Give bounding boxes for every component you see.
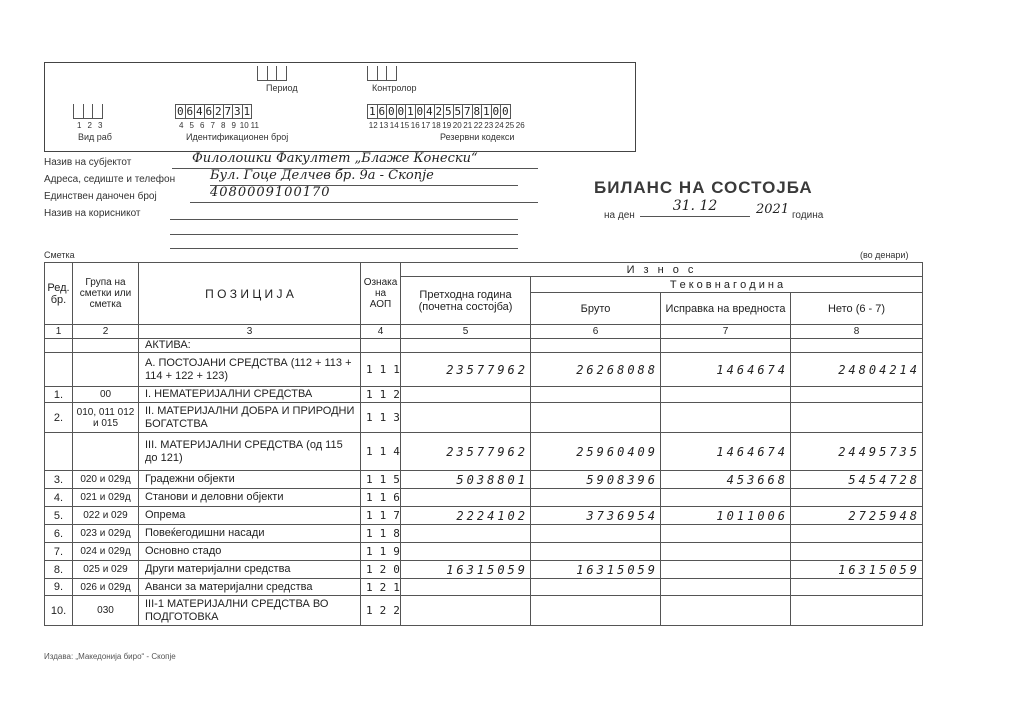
row-position: I. НЕМАТЕРИЈАЛНИ СРЕДСТВА xyxy=(139,387,361,403)
controller-label: Контролор xyxy=(372,83,417,93)
row-previous-year-amount[interactable] xyxy=(401,525,531,543)
row-gross-amount[interactable]: 26268088 xyxy=(531,353,661,387)
reserve-label: Резервни кодекси xyxy=(440,132,515,142)
row-number: 2. xyxy=(45,403,73,433)
table-row xyxy=(45,353,923,387)
table-row xyxy=(45,471,923,489)
date-suffix: година xyxy=(792,210,824,221)
row-position: А. ПОСТОЈАНИ СРЕДСТВА (112 + 113 + 114 + 122 + 123) xyxy=(139,353,361,387)
publisher-footer: Издава: „Македонија биро“ - Скопје xyxy=(44,652,176,661)
row-account-group: 020 и 029д xyxy=(73,471,139,489)
currency-note: (во денари) xyxy=(860,250,909,260)
row-position: Други материјални средства xyxy=(139,561,361,579)
row-gross-amount[interactable] xyxy=(531,489,661,507)
row-position: Градежни објекти xyxy=(139,471,361,489)
entity-user-label: Назив на корисникот xyxy=(44,208,141,219)
row-adjustment-amount[interactable]: 1011006 xyxy=(661,507,791,525)
row-previous-year-amount[interactable]: 2224102 xyxy=(401,507,531,525)
row-adjustment-amount[interactable] xyxy=(661,579,791,596)
table-row xyxy=(45,507,923,525)
row-number: 5. xyxy=(45,507,73,525)
row-number: 6. xyxy=(45,525,73,543)
row-adjustment-amount[interactable] xyxy=(661,596,791,626)
table-row xyxy=(45,561,923,579)
header-box xyxy=(44,62,636,152)
row-net-amount[interactable] xyxy=(791,525,923,543)
table-row xyxy=(45,387,923,403)
row-account-group: 021 и 029д xyxy=(73,489,139,507)
column-number-row: 1 2 3 4 5 6 7 8 xyxy=(45,325,923,339)
table-row xyxy=(45,543,923,561)
id-cells[interactable]: 0 6 4 6 2 7 3 1 xyxy=(176,105,251,118)
row-account-group: 025 и 029 xyxy=(73,561,139,579)
table-row xyxy=(45,403,923,433)
date-prefix: на ден xyxy=(604,210,635,221)
row-account-group xyxy=(73,433,139,471)
id-label: Идентификационен број xyxy=(186,132,289,142)
table-row xyxy=(45,525,923,543)
row-gross-amount[interactable] xyxy=(531,339,661,353)
row-aop: 111 xyxy=(361,353,401,387)
row-number: 4. xyxy=(45,489,73,507)
row-gross-amount[interactable] xyxy=(531,387,661,403)
row-gross-amount[interactable] xyxy=(531,403,661,433)
id-numbers: 4 5 6 7 8 9 10 11 xyxy=(179,121,259,130)
row-net-amount[interactable] xyxy=(791,403,923,433)
row-aop: 119 xyxy=(361,543,401,561)
reserve-numbers: 12 13 14 15 16 17 18 19 20 21 22 23 24 25 26 xyxy=(368,121,525,130)
row-account-group: 026 и 029д xyxy=(73,579,139,596)
row-number xyxy=(45,353,73,387)
row-net-amount[interactable]: 2725948 xyxy=(791,507,923,525)
document-title: БИЛАНС НА СОСТОЈБА xyxy=(594,178,813,197)
row-gross-amount[interactable] xyxy=(531,579,661,596)
entity-user-field-line3[interactable] xyxy=(170,236,518,249)
header-account-group: Група на сметки или сметка xyxy=(73,263,139,325)
row-adjustment-amount[interactable] xyxy=(661,543,791,561)
row-position: Основно стадо xyxy=(139,543,361,561)
row-number: 7. xyxy=(45,543,73,561)
header-adjustment: Исправка на вредноста xyxy=(661,293,791,325)
row-gross-amount[interactable] xyxy=(531,525,661,543)
row-previous-year-amount[interactable] xyxy=(401,403,531,433)
row-position: III. МАТЕРИЈАЛНИ СРЕДСТВА (од 115 до 121) xyxy=(139,433,361,471)
row-adjustment-amount[interactable] xyxy=(661,489,791,507)
row-previous-year-amount[interactable] xyxy=(401,339,531,353)
row-gross-amount[interactable]: 16315059 xyxy=(531,561,661,579)
table-row xyxy=(45,339,923,353)
row-adjustment-amount[interactable] xyxy=(661,339,791,353)
row-aop: 114 xyxy=(361,433,401,471)
row-aop: 117 xyxy=(361,507,401,525)
header-amount: И з н о с xyxy=(401,263,923,277)
row-net-amount[interactable]: 24804214 xyxy=(791,353,923,387)
row-position: АКТИВА: xyxy=(139,339,361,353)
row-account-group xyxy=(73,339,139,353)
row-net-amount[interactable] xyxy=(791,339,923,353)
row-net-amount[interactable] xyxy=(791,489,923,507)
row-previous-year-amount[interactable] xyxy=(401,543,531,561)
row-aop: 121 xyxy=(361,579,401,596)
row-aop: 113 xyxy=(361,403,401,433)
row-previous-year-amount[interactable] xyxy=(401,387,531,403)
header-gross: Бруто xyxy=(531,293,661,325)
row-position: III-1 МАТЕРИЈАЛНИ СРЕДСТВА ВО ПОДГОТОВКА xyxy=(139,596,361,626)
row-previous-year-amount[interactable] xyxy=(401,596,531,626)
table-row xyxy=(45,489,923,507)
table-row xyxy=(45,579,923,596)
row-aop: 115 xyxy=(361,471,401,489)
entity-user-field[interactable] xyxy=(170,202,518,220)
period-cells[interactable] xyxy=(258,66,287,81)
table-row xyxy=(45,433,923,471)
row-adjustment-amount[interactable] xyxy=(661,403,791,433)
row-account-group: 010, 011 012 и 015 xyxy=(73,403,139,433)
row-account-group xyxy=(73,353,139,387)
row-previous-year-amount[interactable]: 23577962 xyxy=(401,433,531,471)
row-net-amount[interactable]: 24495735 xyxy=(791,433,923,471)
header-previous-year: Претходна година (почетна состојба) xyxy=(401,277,531,325)
row-previous-year-amount[interactable]: 5038801 xyxy=(401,471,531,489)
row-aop: 116 xyxy=(361,489,401,507)
type-numbers: 1 2 3 xyxy=(77,121,103,130)
row-number xyxy=(45,433,73,471)
row-adjustment-amount[interactable]: 1464674 xyxy=(661,433,791,471)
controller-cells[interactable] xyxy=(368,66,397,81)
row-gross-amount[interactable]: 5908396 xyxy=(531,471,661,489)
row-previous-year-amount[interactable]: 16315059 xyxy=(401,561,531,579)
row-number xyxy=(45,339,73,353)
type-cells[interactable] xyxy=(74,104,103,119)
row-number: 9. xyxy=(45,579,73,596)
row-aop: 120 xyxy=(361,561,401,579)
entity-tax-field[interactable]: 4080009100170 xyxy=(190,185,538,203)
row-number: 1. xyxy=(45,387,73,403)
row-aop: 112 xyxy=(361,387,401,403)
row-gross-amount[interactable] xyxy=(531,596,661,626)
row-net-amount[interactable] xyxy=(791,596,923,626)
reserve-cells[interactable]: 1 6 0 0 1 0 4 2 5 5 7 8 1 0 0 xyxy=(368,105,509,118)
row-adjustment-amount[interactable] xyxy=(661,387,791,403)
row-account-group: 022 и 029 xyxy=(73,507,139,525)
row-position: Опрема xyxy=(139,507,361,525)
header-aop: Ознака на АОП xyxy=(361,263,401,325)
header-net: Нето (6 - 7) xyxy=(791,293,923,325)
row-adjustment-amount[interactable]: 1464674 xyxy=(661,353,791,387)
row-previous-year-amount[interactable]: 23577962 xyxy=(401,353,531,387)
row-net-amount[interactable]: 16315059 xyxy=(791,561,923,579)
row-aop xyxy=(361,339,401,353)
row-number: 3. xyxy=(45,471,73,489)
header-position: П О З И Ц И Ј А xyxy=(139,263,361,325)
row-previous-year-amount[interactable] xyxy=(401,489,531,507)
row-account-group: 00 xyxy=(73,387,139,403)
entity-tax-label: Единствен даночен број xyxy=(44,191,157,202)
row-position: II. МАТЕРИЈАЛНИ ДОБРА И ПРИРОДНИ БОГАТСТВА xyxy=(139,403,361,433)
account-label: Сметка xyxy=(44,250,75,260)
header-current-year: Т е к о в н а г о д и н а xyxy=(531,277,923,293)
row-adjustment-amount[interactable]: 453668 xyxy=(661,471,791,489)
entity-address-label: Адреса, седиште и телефон xyxy=(44,174,176,185)
row-previous-year-amount[interactable] xyxy=(401,579,531,596)
entity-user-field-line2[interactable] xyxy=(170,220,518,235)
table-row xyxy=(45,596,923,626)
row-gross-amount[interactable] xyxy=(531,543,661,561)
date-day-month-field[interactable]: 31. 12 xyxy=(640,198,750,217)
row-number: 10. xyxy=(45,596,73,626)
row-number: 8. xyxy=(45,561,73,579)
row-gross-amount[interactable]: 25960409 xyxy=(531,433,661,471)
entity-name-field[interactable]: Филолошки Факултет „Блаже Конески“ xyxy=(172,151,538,169)
row-aop: 118 xyxy=(361,525,401,543)
row-adjustment-amount[interactable] xyxy=(661,525,791,543)
row-position: Повеќегодишни насади xyxy=(139,525,361,543)
entity-address-field[interactable]: Бул. Гоце Делчев бр. 9а - Скопје xyxy=(210,168,518,186)
balance-table xyxy=(44,262,923,626)
row-account-group: 030 xyxy=(73,596,139,626)
period-label: Период xyxy=(266,83,298,93)
date-year[interactable]: 2021 xyxy=(756,202,790,217)
row-net-amount[interactable] xyxy=(791,387,923,403)
row-position: Аванси за материјални средства xyxy=(139,579,361,596)
row-account-group: 024 и 029д xyxy=(73,543,139,561)
row-position: Станови и деловни објекти xyxy=(139,489,361,507)
row-gross-amount[interactable]: 3736954 xyxy=(531,507,661,525)
row-net-amount[interactable] xyxy=(791,543,923,561)
header-row-no: Ред. бр. xyxy=(45,263,73,325)
entity-name-label: Назив на субјектот xyxy=(44,157,132,168)
row-net-amount[interactable] xyxy=(791,579,923,596)
row-net-amount[interactable]: 5454728 xyxy=(791,471,923,489)
row-adjustment-amount[interactable] xyxy=(661,561,791,579)
row-aop: 122 xyxy=(361,596,401,626)
row-account-group: 023 и 029д xyxy=(73,525,139,543)
type-label: Вид раб xyxy=(78,132,112,142)
